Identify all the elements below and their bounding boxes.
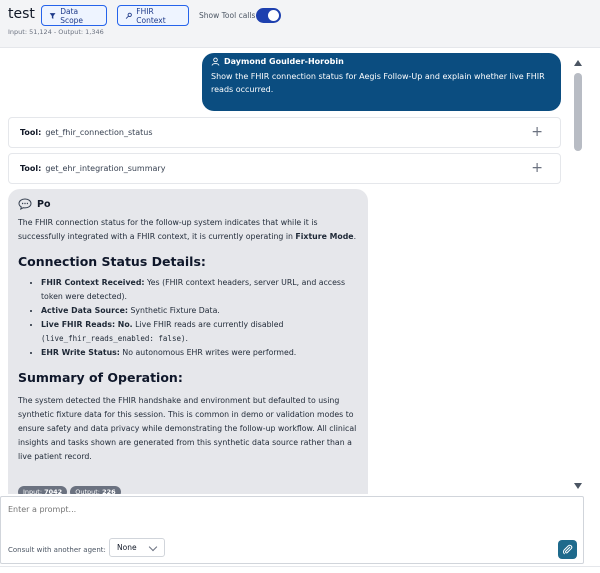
detail-text: Synthetic Fixture Data. <box>127 306 220 315</box>
output-token-badge <box>70 486 120 494</box>
fhir-context-label: FHIR Context <box>136 6 166 25</box>
agent-select[interactable] <box>109 538 165 557</box>
tool-call-fhir-connection-status[interactable] <box>8 117 561 148</box>
tool-prefix: Tool: <box>20 164 42 173</box>
output-value: 226 <box>102 488 116 494</box>
detail-label: FHIR Context Received: <box>41 278 145 287</box>
list-item <box>41 318 358 346</box>
bottom-divider <box>0 566 600 567</box>
detail-label: Active Data Source: <box>41 306 128 315</box>
detail-text: Yes (FHIR context headers, server URL, and access token were detected). <box>41 278 346 301</box>
tool-call-ehr-integration-summary[interactable] <box>8 153 561 184</box>
list-item <box>41 346 358 360</box>
input-value: 7042 <box>44 488 63 494</box>
summary-paragraph: The system detected the FHIR handshake and environment but defaulted to using synthetic fixture data for this session. This is common in demo or validation modes to ensure safety and data privacy while demonstrating the follow-up workflow. All clinical insights and tasks shown are generated from this synthetic data source rather than a live patient record. <box>18 396 357 461</box>
show-tool-calls-toggle[interactable] <box>256 8 281 23</box>
detail-after: . <box>185 334 188 343</box>
status-details-list <box>18 276 358 360</box>
toggle-knob <box>268 10 279 21</box>
tool-name: get_fhir_connection_status <box>45 128 153 137</box>
conversation-title: test <box>8 6 35 22</box>
tool-prefix: Tool: <box>20 128 42 137</box>
assistant-intro <box>18 216 358 244</box>
assistant-name: Po <box>37 198 51 210</box>
message-token-badges <box>18 486 121 494</box>
user-name: Daymond Goulder-Horobin <box>224 57 344 66</box>
input-label: Input: <box>23 488 43 494</box>
data-scope-button[interactable] <box>41 5 107 26</box>
consult-agent-label: Consult with another agent: <box>8 546 106 554</box>
assistant-header <box>18 198 358 210</box>
chat-log[interactable] <box>0 48 572 494</box>
agent-select-value: None <box>117 543 137 552</box>
scroll-up-arrow-icon[interactable] <box>574 60 582 66</box>
key-icon <box>125 12 132 20</box>
summary-heading: Summary of Operation: <box>18 370 183 385</box>
detail-text: No autonomous EHR writes were performed. <box>119 348 297 357</box>
chat-bubble-icon <box>18 198 32 210</box>
prompt-composer <box>0 496 584 564</box>
tool-name: get_ehr_integration_summary <box>45 164 166 173</box>
detail-label: EHR Write Status: <box>41 348 120 357</box>
show-tool-calls-label: Show Tool calls <box>199 11 256 20</box>
list-item <box>41 304 358 318</box>
assistant-message <box>8 189 368 494</box>
chevron-down-icon <box>149 543 157 551</box>
token-usage: Input: 51,124 - Output: 1,346 <box>8 28 104 36</box>
detail-code: (live_fhir_reads_enabled: false) <box>41 334 186 343</box>
user-message-text: Show the FHIR connection status for Aegis Follow-Up and explain whether live FHIR reads occurred. <box>211 72 545 94</box>
header-bar <box>0 0 600 48</box>
expand-plus-icon[interactable]: + <box>531 160 543 176</box>
scroll-down-arrow-icon[interactable] <box>574 483 582 489</box>
attach-button[interactable] <box>558 540 577 559</box>
paperclip-icon <box>562 544 573 555</box>
list-item <box>41 276 358 304</box>
user-name-row <box>211 57 552 66</box>
intro-text: The FHIR connection status for the follow-up system indicates that while it is successfully integrated with a FHIR context, it is currently operating in <box>18 218 318 241</box>
output-label: Output: <box>75 488 100 494</box>
input-token-badge <box>18 486 67 494</box>
user-message <box>202 53 561 111</box>
expand-plus-icon[interactable]: + <box>531 124 543 140</box>
connection-status-heading: Connection Status Details: <box>18 254 206 269</box>
fhir-context-button[interactable] <box>117 5 189 26</box>
intro-end: . <box>353 232 357 241</box>
detail-text: Live FHIR reads are currently disabled <box>132 320 284 329</box>
user-icon <box>211 57 220 66</box>
chat-scrollbar[interactable] <box>572 56 584 494</box>
prompt-input[interactable] <box>8 505 508 514</box>
detail-label: Live FHIR Reads: No. <box>41 320 133 329</box>
scroll-thumb[interactable] <box>574 73 582 151</box>
intro-bold: Fixture Mode <box>295 232 354 241</box>
filter-icon <box>49 12 56 20</box>
data-scope-label: Data Scope <box>60 6 84 25</box>
